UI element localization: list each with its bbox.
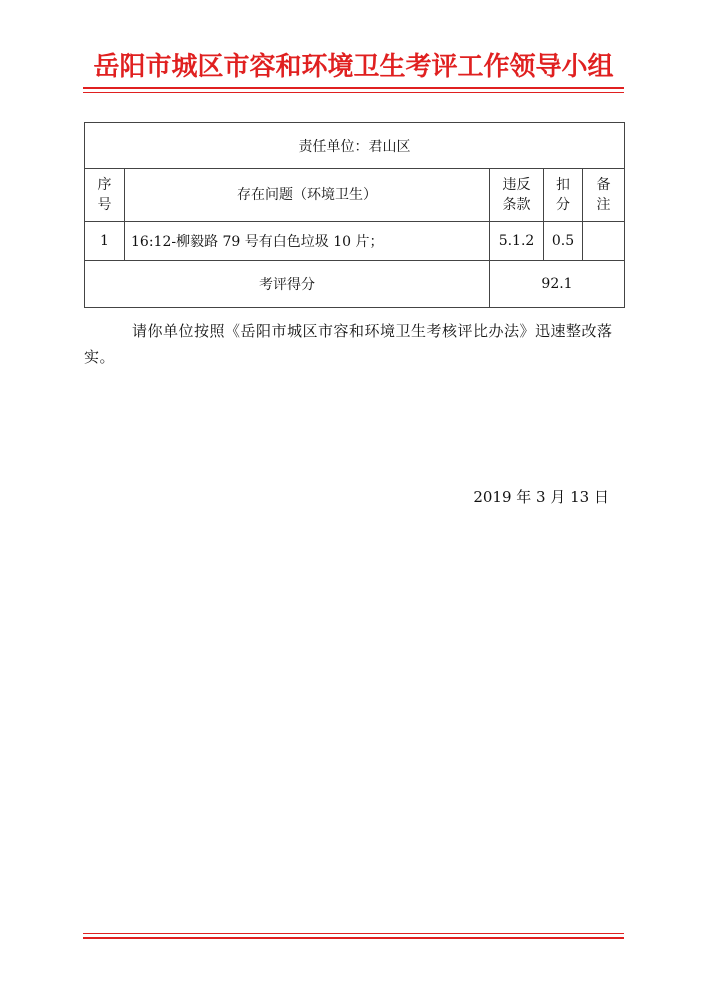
header-note: 备 注	[583, 169, 625, 222]
report-table	[84, 122, 625, 308]
score-value: 92.1	[490, 261, 625, 308]
issue-date: 2019 年 3 月 13 日	[473, 488, 609, 506]
header-rule-thin	[83, 92, 624, 93]
header-deduct: 扣 分	[544, 169, 583, 222]
header-title: 岳阳市城区市容和环境卫生考评工作领导小组	[93, 52, 614, 82]
row-seq: 1	[85, 222, 125, 261]
header-seq: 序 号	[85, 169, 125, 222]
instruction-text: 请你单位按照《岳阳市城区市容和环境卫生考核评比办法》迅速整改落实。	[84, 322, 613, 366]
row-clause: 5.1.2	[490, 222, 544, 261]
row-note	[583, 222, 625, 261]
unit-row	[85, 123, 625, 169]
footer-rule-thick	[83, 937, 624, 939]
row-issue: 16:12-柳毅路 79 号有白色垃圾 10 片；	[125, 222, 490, 261]
footer-rule-thin	[83, 933, 624, 934]
header-rule-thick	[83, 87, 624, 89]
responsible-unit: 责任单位：君山区	[85, 123, 625, 169]
score-label: 考评得分	[85, 261, 490, 308]
table-header-row	[85, 169, 625, 222]
score-row	[85, 261, 625, 308]
header-violation: 违反 条款	[490, 169, 544, 222]
row-deduct: 0.5	[544, 222, 583, 261]
header-issue: 存在问题（环境卫生）	[125, 169, 490, 222]
table-row	[85, 222, 625, 261]
